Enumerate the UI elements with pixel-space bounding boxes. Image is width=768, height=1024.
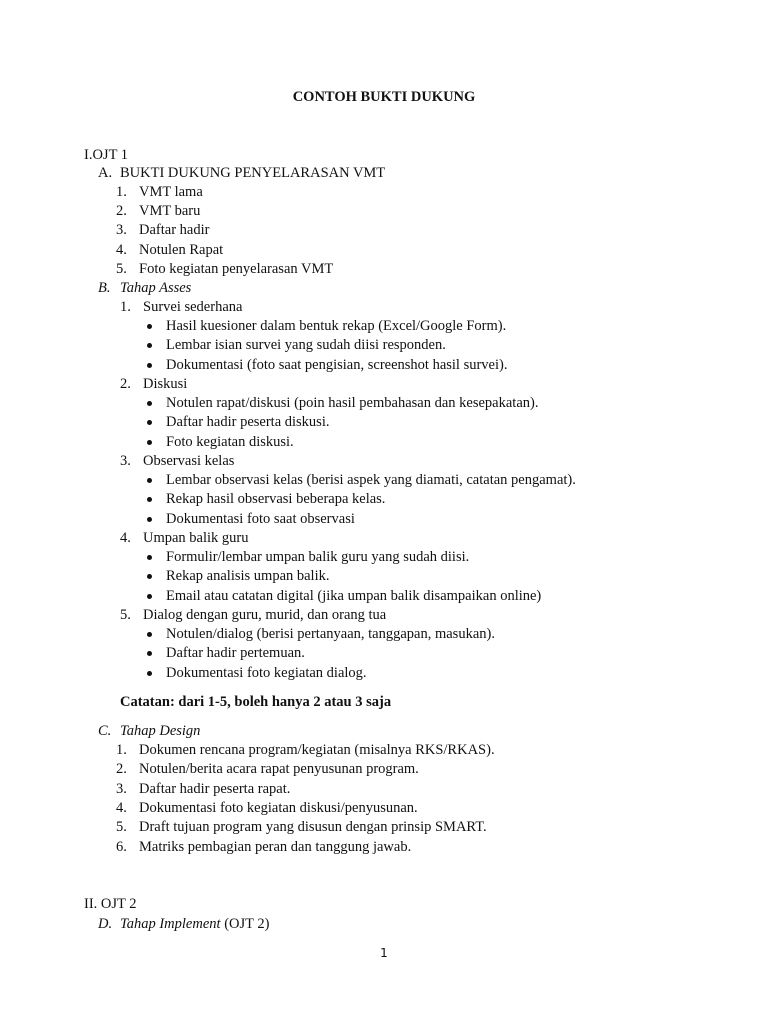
bullet-icon xyxy=(147,401,152,406)
list-item: Diskusi xyxy=(143,376,188,392)
section-b-note: Catatan: dari 1-5, boleh hanya 2 atau 3 saja xyxy=(120,694,392,710)
list-item: Matriks pembagian peran dan tanggung jawab. xyxy=(139,839,412,855)
section-d-heading xyxy=(120,915,269,934)
list-number: 5. xyxy=(120,607,131,623)
list-number: 2. xyxy=(116,203,127,219)
bullet-icon xyxy=(147,651,152,656)
bullet-item: Email atau catatan digital (jika umpan balik disampaikan online) xyxy=(166,588,542,604)
list-number: 1. xyxy=(116,184,127,200)
list-item: Dialog dengan guru, murid, dan orang tua xyxy=(143,607,387,623)
list-item: Daftar hadir xyxy=(139,222,210,238)
list-number: 6. xyxy=(116,839,127,855)
section-b-title: Tahap Asses xyxy=(120,280,192,296)
bullet-item: Daftar hadir pertemuan. xyxy=(166,645,305,661)
bullet-item: Hasil kuesioner dalam bentuk rekap (Excel/Google Form). xyxy=(166,318,507,334)
list-number: 2. xyxy=(116,761,127,777)
list-number: 1. xyxy=(116,742,127,758)
list-number: 3. xyxy=(116,781,127,797)
bullet-icon xyxy=(147,671,152,676)
section-c-letter: C. xyxy=(98,723,112,739)
bullet-item: Notulen/dialog (berisi pertanyaan, tanggapan, masukan). xyxy=(166,626,495,642)
list-number: 3. xyxy=(116,222,127,238)
bullet-icon xyxy=(147,517,152,522)
bullet-icon xyxy=(147,555,152,560)
bullet-icon xyxy=(147,594,152,599)
list-item: Umpan balik guru xyxy=(143,530,249,546)
list-item: Daftar hadir peserta rapat. xyxy=(139,781,291,797)
bullet-icon xyxy=(147,440,152,445)
bullet-item: Daftar hadir peserta diskusi. xyxy=(166,414,330,430)
bullet-item: Dokumentasi (foto saat pengisian, screenshot hasil survei). xyxy=(166,357,508,373)
list-item: Foto kegiatan penyelarasan VMT xyxy=(139,261,334,277)
bullet-item: Foto kegiatan diskusi. xyxy=(166,434,294,450)
list-item: Observasi kelas xyxy=(143,453,235,469)
bullet-item: Dokumentasi foto saat observasi xyxy=(166,511,355,527)
bullet-icon xyxy=(147,324,152,329)
list-number: 4. xyxy=(116,800,127,816)
bullet-item: Lembar observasi kelas (berisi aspek yang diamati, catatan pengamat). xyxy=(166,472,576,488)
section-d-title: Tahap Implement xyxy=(120,916,221,932)
section-d-letter: D. xyxy=(98,916,113,932)
section-d-suffix: (OJT 2) xyxy=(220,916,270,932)
list-number: 3. xyxy=(120,453,131,469)
section-c-title: Tahap Design xyxy=(120,723,201,739)
list-number: 5. xyxy=(116,261,127,277)
bullet-item: Rekap hasil observasi beberapa kelas. xyxy=(166,491,386,507)
list-number: 5. xyxy=(116,819,127,835)
bullet-item: Notulen rapat/diskusi (poin hasil pembahasan dan kesepakatan). xyxy=(166,395,539,411)
list-item: VMT lama xyxy=(139,184,203,200)
bullet-item: Lembar isian survei yang sudah diisi responden. xyxy=(166,337,446,353)
bullet-icon xyxy=(147,574,152,579)
bullet-icon xyxy=(147,420,152,425)
list-number: 4. xyxy=(120,530,131,546)
document-title: CONTOH BUKTI DUKUNG xyxy=(292,89,476,105)
bullet-icon xyxy=(147,343,152,348)
list-item: Draft tujuan program yang disusun dengan prinsip SMART. xyxy=(139,819,487,835)
list-number: 2. xyxy=(120,376,131,392)
page-number: 1 xyxy=(380,946,388,960)
section-a-title: BUKTI DUKUNG PENYELARASAN VMT xyxy=(120,165,386,181)
ojt1-heading: I.OJT 1 xyxy=(84,147,129,163)
bullet-item: Formulir/lembar umpan balik guru yang sudah diisi. xyxy=(166,549,470,565)
list-number: 1. xyxy=(120,299,131,315)
bullet-icon xyxy=(147,497,152,502)
list-item: VMT baru xyxy=(139,203,201,219)
section-a-letter: A. xyxy=(98,165,113,181)
bullet-item: Rekap analisis umpan balik. xyxy=(166,568,330,584)
bullet-icon xyxy=(147,478,152,483)
bullet-item: Dokumentasi foto kegiatan dialog. xyxy=(166,665,367,681)
list-item: Dokumen rencana program/kegiatan (misalnya RKS/RKAS). xyxy=(139,742,495,758)
bullet-icon xyxy=(147,632,152,637)
list-item: Survei sederhana xyxy=(143,299,243,315)
section-b-letter: B. xyxy=(98,280,111,296)
list-item: Notulen/berita acara rapat penyusunan program. xyxy=(139,761,419,777)
list-number: 4. xyxy=(116,242,127,258)
list-item: Notulen Rapat xyxy=(139,242,224,258)
list-item: Dokumentasi foto kegiatan diskusi/penyusunan. xyxy=(139,800,418,816)
bullet-icon xyxy=(147,363,152,368)
ojt2-heading: II. OJT 2 xyxy=(84,896,137,912)
